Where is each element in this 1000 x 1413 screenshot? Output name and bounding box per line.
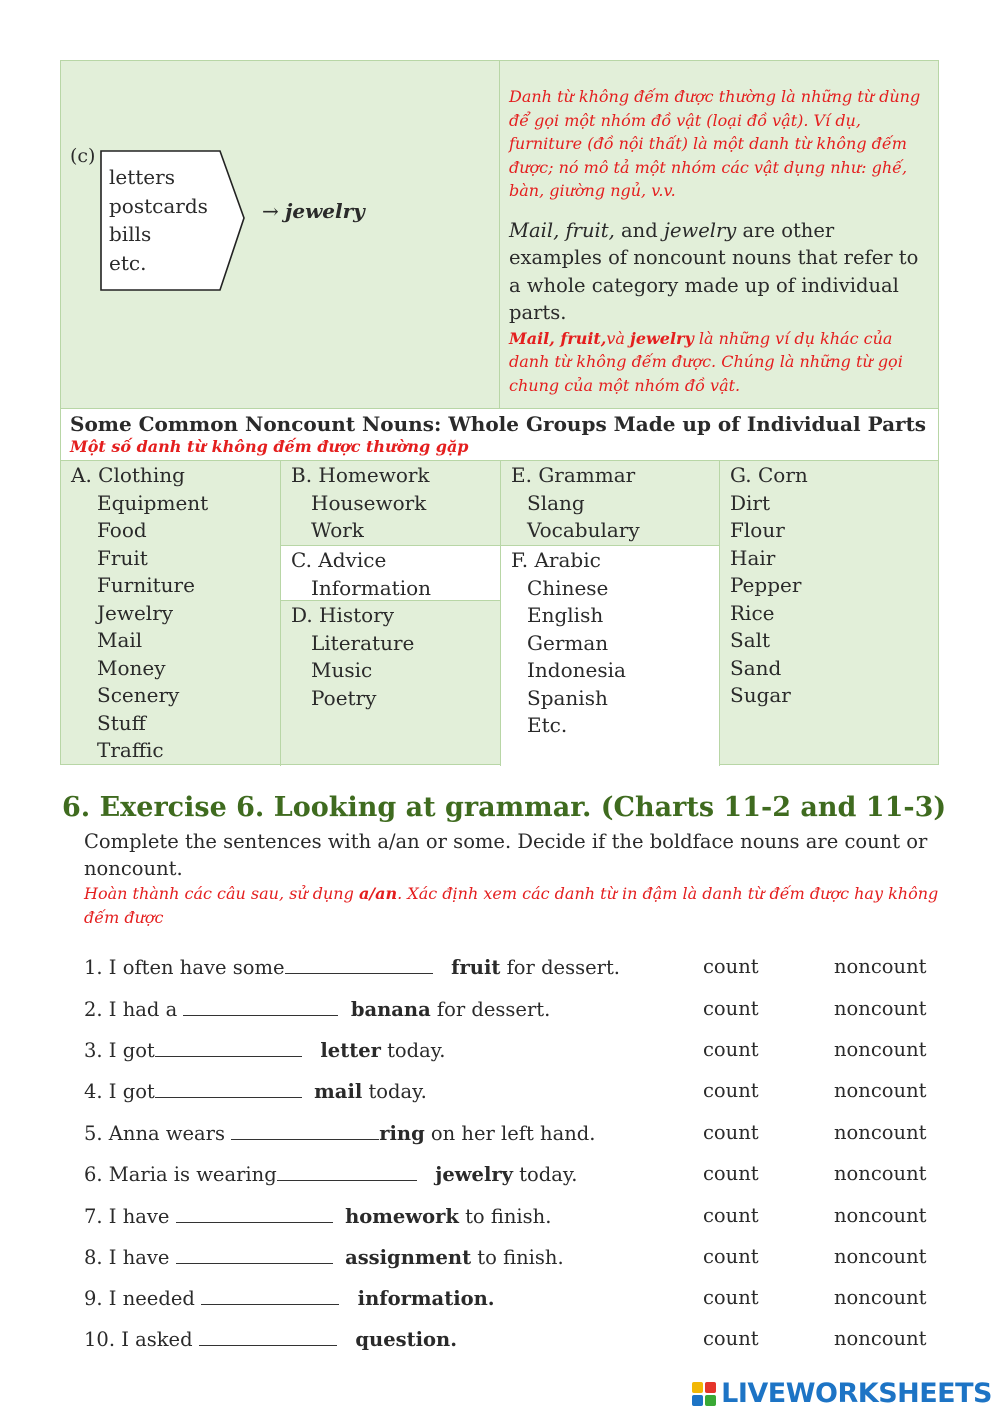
vn-text: . Xác định xem các danh từ in đậm là danh từ đếm được hay không đếm được — [84, 884, 939, 927]
group-item: Indonesia — [527, 658, 626, 682]
vn-explanation: Danh từ không đếm được thường là những từ dùng để gọi một nhóm đồ vật (loại đồ vật). Ví dụ, furniture (đồ nội thất) là một danh từ không đếm được; nó mô tả một nhóm các vật dụng như: ghế, bàn, giường ngủ, v.v. — [509, 87, 921, 200]
answer-blank[interactable] — [155, 1079, 302, 1098]
noncount-option[interactable]: noncount — [834, 955, 927, 978]
count-option[interactable]: count — [703, 1327, 759, 1350]
group-item: Furniture — [97, 573, 195, 597]
conjunction: and — [621, 218, 658, 242]
noncount-option[interactable]: noncount — [834, 1327, 927, 1350]
example-word: jewelry — [630, 328, 694, 348]
question-text: today. — [512, 1163, 578, 1186]
group-item: German — [527, 630, 609, 655]
group-a — [61, 461, 280, 766]
vn-explanation-text: là những ví dụ khác của danh từ không đếm được. Chúng là những từ gọi chung của một nhóm đồ vật. — [509, 328, 903, 395]
group-d — [281, 601, 500, 713]
boldface-noun: jewelry — [435, 1163, 513, 1186]
group-item: Slang — [527, 490, 585, 515]
noncount-option[interactable]: noncount — [834, 1286, 927, 1309]
question-3 — [84, 1038, 445, 1062]
count-option[interactable]: count — [703, 1162, 759, 1185]
count-option[interactable]: count — [703, 1079, 759, 1102]
group-item: Work — [311, 518, 364, 542]
noncount-option[interactable]: noncount — [834, 1079, 927, 1102]
list-word: postcards — [109, 194, 208, 218]
table-title — [60, 408, 939, 461]
group-item: Mail — [97, 628, 143, 652]
group-item: Equipment — [97, 490, 209, 515]
count-option[interactable]: count — [703, 1038, 759, 1061]
group-item: Rice — [730, 600, 775, 625]
group-item: Poetry — [311, 685, 377, 710]
title-vn: Một số danh từ không đếm được thường gặp — [70, 437, 469, 456]
answer-blank[interactable] — [176, 1245, 333, 1264]
group-item: Spanish — [527, 685, 608, 710]
explanation-cell — [499, 60, 939, 409]
group-item: Hair — [730, 545, 776, 570]
group-item: Scenery — [97, 683, 180, 707]
group-item: Jewelry — [97, 600, 174, 625]
group-item: Food — [97, 518, 147, 542]
example-words: Mail, fruit, — [509, 328, 607, 348]
count-option[interactable]: count — [703, 1204, 759, 1227]
group-g — [720, 461, 939, 711]
noun-groups — [60, 460, 939, 765]
question-text: 2. I had a — [84, 998, 184, 1021]
group-item: Money — [97, 655, 166, 680]
group-item: Etc. — [527, 713, 568, 737]
vn-bold-text: a/an — [358, 884, 398, 903]
noncount-option[interactable]: noncount — [834, 1245, 927, 1268]
list-word: letters — [109, 165, 175, 189]
group-item: Housework — [311, 490, 427, 515]
answer-blank[interactable] — [199, 1327, 337, 1346]
group-item: Pepper — [730, 573, 802, 597]
group-item: Sand — [730, 655, 782, 680]
boldface-noun: homework — [345, 1205, 459, 1228]
group-item: G. Corn — [730, 463, 808, 487]
boldface-noun: mail — [314, 1080, 363, 1103]
arrow-icon: → — [262, 199, 279, 223]
boldface-noun: fruit — [451, 956, 501, 979]
liveworksheets-logo — [691, 1378, 992, 1409]
question-text: 1. I often have some — [84, 956, 285, 979]
en-explanation — [509, 217, 930, 327]
count-option[interactable]: count — [703, 955, 759, 978]
boldface-noun: question. — [355, 1328, 457, 1351]
question-6 — [84, 1162, 577, 1186]
title-en: Some Common Noncount Nouns: Whole Groups Made up of Individual Parts — [70, 412, 927, 436]
explanation-text: are other examples of noncount nouns that refer to a whole category made up of individual parts. — [509, 218, 919, 324]
group-item: Stuff — [97, 710, 146, 735]
answer-blank[interactable] — [201, 1286, 339, 1305]
boldface-noun: banana — [350, 998, 431, 1021]
question-9 — [84, 1286, 495, 1310]
group-item: English — [527, 603, 604, 627]
list-word: etc. — [109, 251, 147, 275]
group-e — [501, 461, 719, 545]
question-1 — [84, 955, 620, 979]
question-text: 5. Anna wears — [84, 1122, 232, 1145]
exercise-instruction-vn — [84, 882, 954, 930]
question-7 — [84, 1204, 551, 1228]
question-text: to finish. — [471, 1246, 564, 1269]
question-text: 7. I have — [84, 1205, 176, 1228]
count-option[interactable]: count — [703, 1121, 759, 1144]
group-f — [501, 545, 719, 765]
count-option[interactable]: count — [703, 997, 759, 1020]
group-item: C. Advice — [291, 548, 387, 572]
logo-icon — [691, 1381, 717, 1407]
group-item: Literature — [311, 630, 415, 655]
question-text: today. — [380, 1039, 446, 1062]
question-text: to finish. — [458, 1205, 552, 1228]
boldface-noun: information. — [357, 1287, 495, 1310]
result-word: jewelry — [285, 199, 365, 223]
vn-text: Hoàn thành các câu sau, sử dụng — [84, 884, 354, 903]
group-item: Flour — [730, 518, 785, 542]
answer-blank[interactable] — [176, 1204, 333, 1223]
group-item: Dirt — [730, 490, 771, 515]
exercise-title: 6. Exercise 6. Looking at grammar. (Charts 11-2 and 11-3) — [62, 792, 947, 823]
question-text: 8. I have — [84, 1246, 176, 1269]
group-c — [281, 545, 500, 601]
question-text: for dessert. — [500, 956, 620, 979]
group-item: Vocabulary — [527, 518, 640, 542]
noncount-option[interactable]: noncount — [834, 1038, 927, 1061]
count-option[interactable]: count — [703, 1286, 759, 1309]
answer-blank[interactable] — [231, 1121, 379, 1140]
group-item: Sugar — [730, 683, 791, 707]
conjunction: và — [606, 328, 625, 348]
group-item: Information — [311, 575, 432, 600]
question-10 — [84, 1327, 457, 1351]
question-text: 3. I got — [84, 1039, 155, 1062]
list-word: bills — [109, 222, 152, 246]
group-item: E. Grammar — [511, 463, 636, 487]
count-option[interactable]: count — [703, 1245, 759, 1268]
example-words: Mail, fruit, — [509, 218, 615, 242]
noncount-option[interactable]: noncount — [834, 1204, 927, 1227]
group-item: F. Arabic — [511, 548, 601, 572]
noncount-option[interactable]: noncount — [834, 1162, 927, 1185]
question-text: 6. Maria is wearing — [84, 1163, 277, 1186]
example-label: (c) — [70, 145, 96, 167]
vn-examples — [509, 327, 930, 398]
logo-text: LIVEWORKSHEETS — [721, 1378, 992, 1409]
answer-blank[interactable] — [277, 1162, 417, 1181]
question-8 — [84, 1245, 564, 1269]
noncount-option[interactable]: noncount — [834, 1121, 927, 1144]
answer-blank[interactable] — [183, 997, 338, 1016]
answer-blank[interactable] — [285, 955, 433, 974]
group-item: Traffic — [97, 738, 164, 762]
group-item: Music — [311, 658, 373, 682]
group-item: Salt — [730, 628, 771, 652]
question-text: for dessert. — [430, 998, 551, 1021]
question-text: 9. I needed — [84, 1287, 202, 1310]
group-item: D. History — [291, 603, 395, 627]
group-b — [281, 461, 500, 545]
question-text: today. — [362, 1080, 427, 1103]
noncount-option[interactable]: noncount — [834, 997, 927, 1020]
group-item: Fruit — [97, 545, 148, 570]
boldface-noun: letter — [320, 1039, 381, 1062]
group-item: A. Clothing — [71, 463, 185, 487]
group-item: B. Homework — [291, 463, 430, 487]
group-item: Chinese — [527, 575, 609, 600]
question-5 — [84, 1121, 596, 1145]
question-4 — [84, 1079, 427, 1103]
exercise-instruction: Complete the sentences with a/an or some. Decide if the boldface nouns are count or noncount. — [84, 830, 928, 880]
boldface-noun: assignment — [345, 1246, 472, 1269]
arrow-result — [262, 199, 365, 223]
example-word: jewelry — [663, 218, 737, 242]
question-text: 10. I asked — [84, 1328, 199, 1351]
boldface-noun: ring — [379, 1122, 425, 1145]
question-text: 4. I got — [84, 1080, 155, 1103]
question-2 — [84, 997, 550, 1021]
question-text: on her left hand. — [424, 1122, 596, 1145]
answer-blank[interactable] — [155, 1038, 302, 1057]
